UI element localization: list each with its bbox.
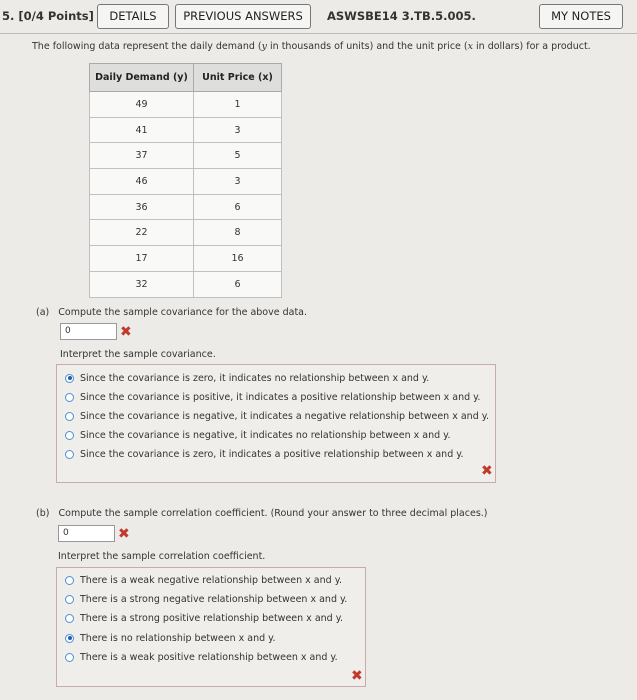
- table-row: [90, 143, 282, 169]
- demand-cell: 17: [90, 246, 194, 272]
- table-row: [90, 271, 282, 297]
- part-b-interpret-label: Interpret the sample correlation coefficient.: [58, 551, 266, 562]
- data-table: [89, 63, 282, 298]
- price-cell: 6: [194, 271, 282, 297]
- table-row: [90, 169, 282, 195]
- demand-cell: 36: [90, 194, 194, 220]
- details-button[interactable]: DETAILS: [97, 4, 169, 29]
- incorrect-icon: ✖: [118, 526, 130, 542]
- table-row: [90, 194, 282, 220]
- incorrect-icon: ✖: [481, 463, 493, 479]
- radio-icon[interactable]: [65, 614, 74, 623]
- radio-selected-icon[interactable]: [65, 374, 74, 383]
- radio-icon[interactable]: [65, 412, 74, 421]
- demand-cell: 32: [90, 271, 194, 297]
- price-cell: 3: [194, 169, 282, 195]
- table-row: [90, 220, 282, 246]
- incorrect-icon: ✖: [351, 668, 363, 684]
- table-row: [90, 117, 282, 143]
- part-b-question: (b) Compute the sample correlation coefficient. (Round your answer to three decimal places.): [36, 508, 488, 519]
- part-a-interpret-label: Interpret the sample covariance.: [60, 349, 216, 360]
- demand-cell: 49: [90, 92, 194, 118]
- my-notes-button[interactable]: MY NOTES: [539, 4, 623, 29]
- part-a-label: (a): [36, 307, 50, 318]
- part-b-option-5[interactable]: There is a weak positive relationship between x and y.: [65, 649, 338, 665]
- radio-icon[interactable]: [65, 576, 74, 585]
- radio-icon[interactable]: [65, 393, 74, 402]
- incorrect-icon: ✖: [120, 324, 132, 340]
- demand-cell: 37: [90, 143, 194, 169]
- part-a-answer-input[interactable]: 0: [60, 323, 117, 340]
- demand-cell: 41: [90, 117, 194, 143]
- points-label: [0/4 Points]: [18, 9, 94, 23]
- part-b-option-2[interactable]: There is a strong negative relationship between x and y.: [65, 591, 347, 607]
- part-a-question: (a) Compute the sample covariance for the above data.: [36, 307, 308, 318]
- radio-icon[interactable]: [65, 653, 74, 662]
- previous-answers-button[interactable]: PREVIOUS ANSWERS: [175, 4, 311, 29]
- price-cell: 6: [194, 194, 282, 220]
- part-b-option-4[interactable]: There is no relationship between x and y.: [65, 630, 275, 646]
- part-b-answer-input[interactable]: 0: [58, 525, 115, 542]
- part-b-label: (b): [36, 508, 50, 519]
- part-a-option-2[interactable]: Since the covariance is positive, it indicates a positive relationship between x and y.: [65, 389, 480, 405]
- table-row: [90, 92, 282, 118]
- radio-icon[interactable]: [65, 450, 74, 459]
- part-b-option-1[interactable]: There is a weak negative relationship between x and y.: [65, 572, 342, 588]
- column-header-daily-demand: Daily Demand (y): [90, 64, 194, 92]
- part-a-option-5[interactable]: Since the covariance is zero, it indicates a positive relationship between x and y.: [65, 446, 464, 462]
- demand-cell: 22: [90, 220, 194, 246]
- price-cell: 5: [194, 143, 282, 169]
- column-header-unit-price: Unit Price (x): [194, 64, 282, 92]
- price-cell: 3: [194, 117, 282, 143]
- radio-selected-icon[interactable]: [65, 634, 74, 643]
- header-divider: [0, 33, 637, 34]
- part-b-options-group: [56, 567, 366, 687]
- question-id: ASWSBE14 3.TB.5.005.: [327, 9, 476, 23]
- table-row: [90, 246, 282, 272]
- price-cell: 8: [194, 220, 282, 246]
- price-cell: 1: [194, 92, 282, 118]
- radio-icon[interactable]: [65, 595, 74, 604]
- question-number: 5. [0/4 Points]: [2, 9, 94, 23]
- part-a-option-4[interactable]: Since the covariance is negative, it indicates no relationship between x and y.: [65, 427, 450, 443]
- price-cell: 16: [194, 246, 282, 272]
- demand-cell: 46: [90, 169, 194, 195]
- part-a-option-1[interactable]: Since the covariance is zero, it indicates no relationship between x and y.: [65, 370, 429, 386]
- question-header: [0, 0, 637, 33]
- radio-icon[interactable]: [65, 431, 74, 440]
- question-prompt: The following data represent the daily demand (y in thousands of units) and the unit price (x in dollars) for a product.: [32, 41, 591, 52]
- part-a-option-3[interactable]: Since the covariance is negative, it indicates a negative relationship between x and y.: [65, 408, 489, 424]
- part-b-option-3[interactable]: There is a strong positive relationship between x and y.: [65, 610, 343, 626]
- part-a-options-group: [56, 364, 496, 483]
